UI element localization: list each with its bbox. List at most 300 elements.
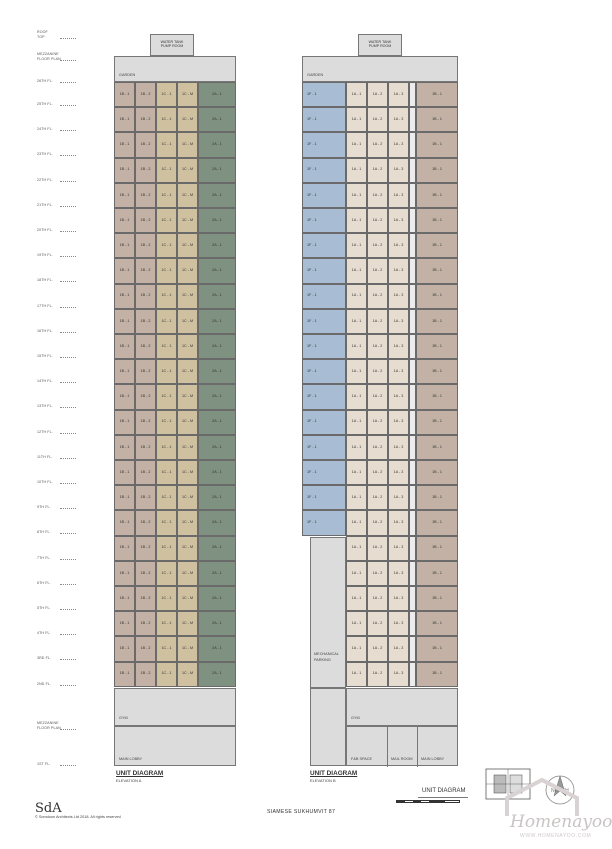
- floor-leader-line: [60, 256, 76, 257]
- unit-cell-b: 1A - 3: [388, 284, 409, 309]
- unit-cell-b: 1B - 1: [416, 334, 458, 359]
- unit-cell-a: 1C - 1: [156, 460, 177, 485]
- unit-cell-a: 1B - 2: [135, 410, 156, 435]
- unit-cell-a: 1C - 1: [156, 536, 177, 561]
- floor-label-8: 8TH FL.: [37, 530, 51, 535]
- unit-cell-a: 1C - 1: [156, 384, 177, 409]
- unit-cell-a: 1B - 1: [114, 208, 135, 233]
- unit-cell-a: 1B - 2: [135, 586, 156, 611]
- floor-label-12: 12TH FL.: [37, 429, 53, 434]
- unit-cell-a: 1C - 1: [156, 107, 177, 132]
- unit-cell-a: 1C - 1: [156, 284, 177, 309]
- unit-cell-a: 2A - 1: [198, 410, 236, 435]
- floor-leader-line: [60, 508, 76, 509]
- unit-cell-b: 1A - 2: [367, 359, 388, 384]
- unit-cell-b: 1A - 2: [367, 662, 388, 687]
- unit-cell-b: 1A - 2: [367, 384, 388, 409]
- unit-cell-b: 1F - 1: [302, 183, 346, 208]
- unit-cell-a: 1B - 1: [114, 258, 135, 283]
- floor-label-3: 3RD FL.: [37, 656, 52, 661]
- water-tank-pump-room-b: [358, 34, 402, 56]
- unit-cell-b: 1B - 1: [416, 82, 458, 107]
- floor-label-21: 21TH FL.: [37, 202, 53, 207]
- unit-cell-b: 1A - 3: [388, 435, 409, 460]
- floor-label-20: 20TH FL.: [37, 228, 53, 232]
- divider: [387, 727, 388, 767]
- garden-band-b: [302, 56, 458, 82]
- unit-cell-b: 1B - 1: [416, 309, 458, 334]
- unit-cell-b: 1F - 1: [302, 309, 346, 334]
- unit-cell-a: 1C - M: [177, 636, 198, 661]
- north-label: NORTH: [551, 788, 569, 794]
- unit-cell-a: 2A - 1: [198, 158, 236, 183]
- service-shaft: [409, 233, 416, 258]
- unit-cell-a: 2A - 1: [198, 359, 236, 384]
- unit-cell-b: 1A - 2: [367, 611, 388, 636]
- unit-cell-b: 1A - 1: [346, 636, 367, 661]
- unit-cell-b: 1A - 3: [388, 132, 409, 157]
- unit-cell-a: 1C - M: [177, 208, 198, 233]
- unit-cell-b: 1A - 1: [346, 410, 367, 435]
- garden-label-b: GARDEN: [307, 73, 324, 77]
- unit-cell-a: 1B - 2: [135, 359, 156, 384]
- unit-cell-b: 1F - 1: [302, 359, 346, 384]
- unit-cell-a: 1B - 1: [114, 82, 135, 107]
- floor-leader-line: [60, 382, 76, 383]
- unit-cell-b: 1A - 2: [367, 435, 388, 460]
- service-shaft: [409, 359, 416, 384]
- mechanical-parking-block: [310, 537, 346, 688]
- floor-label-2: 2ND FL.: [37, 681, 52, 686]
- unit-cell-b: 1B - 1: [416, 611, 458, 636]
- watermark-text: Homenayoo: [510, 812, 612, 832]
- unit-cell-b: 1B - 1: [416, 233, 458, 258]
- unit-cell-b: 1B - 1: [416, 258, 458, 283]
- unit-cell-a: 1B - 1: [114, 309, 135, 334]
- unit-cell-a: 1B - 1: [114, 435, 135, 460]
- unit-cell-b: 1A - 1: [346, 107, 367, 132]
- unit-cell-b: 1A - 3: [388, 82, 409, 107]
- unit-cell-a: 1C - M: [177, 536, 198, 561]
- unit-cell-a: 2A - 1: [198, 132, 236, 157]
- unit-cell-b: 1B - 1: [416, 460, 458, 485]
- parking-label-line-2: PARKING: [314, 658, 331, 662]
- unit-cell-b: 1A - 2: [367, 183, 388, 208]
- unit-cell-a: 1B - 1: [114, 586, 135, 611]
- service-shaft: [409, 158, 416, 183]
- project-title: SIAMESE SUKHUMVIT 87: [267, 809, 336, 815]
- unit-cell-a: 1C - 1: [156, 611, 177, 636]
- fb-space-label: F&B SPACE: [351, 757, 373, 761]
- unit-cell-a: 2A - 1: [198, 233, 236, 258]
- floor-leader-line: [60, 634, 76, 635]
- unit-cell-a: 1B - 1: [114, 183, 135, 208]
- floor-label-14: 14TH FL.: [37, 379, 53, 384]
- unit-cell-a: 1B - 2: [135, 510, 156, 535]
- unit-cell-a: 1B - 1: [114, 662, 135, 687]
- floor-leader-line: [60, 82, 76, 83]
- floor-leader-line: [60, 659, 76, 660]
- unit-cell-a: 1B - 1: [114, 510, 135, 535]
- unit-cell-a: 1B - 2: [135, 536, 156, 561]
- unit-cell-b: 1A - 3: [388, 561, 409, 586]
- unit-cell-a: 1C - M: [177, 309, 198, 334]
- floor-leader-line: [60, 60, 76, 61]
- unit-cell-a: 2A - 1: [198, 485, 236, 510]
- unit-cell-b: 1A - 1: [346, 510, 367, 535]
- unit-cell-b: 1A - 3: [388, 334, 409, 359]
- unit-cell-b: 1A - 3: [388, 183, 409, 208]
- mail-room-label: MAIL ROOM: [391, 757, 413, 761]
- floor-leader-line: [60, 685, 76, 686]
- service-shaft: [409, 183, 416, 208]
- unit-cell-a: 1C - 1: [156, 183, 177, 208]
- gym-label-b: GYM: [351, 716, 360, 720]
- unit-cell-a: 1B - 2: [135, 334, 156, 359]
- service-shaft: [409, 208, 416, 233]
- floor-label-16: 16TH FL.: [37, 328, 53, 333]
- floor-label-23: 23TH FL.: [37, 152, 53, 157]
- unit-cell-a: 1B - 1: [114, 460, 135, 485]
- service-shaft: [409, 435, 416, 460]
- service-shaft: [409, 334, 416, 359]
- tank-label-line-2: PUMP ROOM: [160, 44, 184, 49]
- unit-cell-a: 1C - 1: [156, 334, 177, 359]
- unit-cell-b: 1A - 3: [388, 510, 409, 535]
- watermark-url: WWW.HOMENAYOO.COM: [520, 833, 592, 839]
- ground-floor-band-b: [346, 726, 458, 766]
- unit-cell-a: 1B - 2: [135, 158, 156, 183]
- service-shaft: [409, 309, 416, 334]
- unit-cell-a: 1C - M: [177, 82, 198, 107]
- floor-leader-line: [60, 407, 76, 408]
- unit-cell-b: 1A - 3: [388, 586, 409, 611]
- scale-bar: [396, 800, 460, 803]
- unit-cell-a: 2A - 1: [198, 334, 236, 359]
- unit-cell-a: 1C - 1: [156, 82, 177, 107]
- unit-cell-b: 1A - 2: [367, 309, 388, 334]
- unit-cell-b: 1F - 1: [302, 258, 346, 283]
- service-shaft: [409, 662, 416, 687]
- unit-cell-b: 1A - 1: [346, 309, 367, 334]
- unit-cell-a: 1B - 1: [114, 561, 135, 586]
- unit-cell-b: 1B - 1: [416, 485, 458, 510]
- unit-cell-b: 1A - 2: [367, 636, 388, 661]
- key-plan-title: UNIT DIAGRAM: [422, 788, 466, 794]
- unit-cell-a: 1B - 2: [135, 435, 156, 460]
- unit-cell-b: 1F - 1: [302, 158, 346, 183]
- unit-cell-b: 1A - 1: [346, 82, 367, 107]
- service-shaft: [409, 485, 416, 510]
- unit-cell-a: 1C - 1: [156, 636, 177, 661]
- unit-cell-a: 1C - 1: [156, 208, 177, 233]
- gym-band-b: [346, 688, 458, 726]
- unit-cell-a: 1C - 1: [156, 586, 177, 611]
- unit-cell-b: 1A - 3: [388, 611, 409, 636]
- unit-cell-a: 1B - 1: [114, 536, 135, 561]
- unit-cell-a: 1C - 1: [156, 158, 177, 183]
- floor-label-22: 22TH FL.: [37, 177, 53, 182]
- unit-cell-a: 1C - M: [177, 611, 198, 636]
- floor-leader-line: [60, 533, 76, 534]
- unit-cell-a: 1B - 2: [135, 233, 156, 258]
- unit-cell-a: 1C - M: [177, 359, 198, 384]
- unit-cell-b: 1B - 1: [416, 158, 458, 183]
- unit-cell-a: 1B - 1: [114, 233, 135, 258]
- lobby-band-a: [114, 726, 236, 766]
- unit-cell-b: 1B - 1: [416, 359, 458, 384]
- unit-cell-b: 1A - 1: [346, 334, 367, 359]
- unit-cell-a: 1C - 1: [156, 510, 177, 535]
- unit-cell-a: 1C - M: [177, 586, 198, 611]
- unit-cell-a: 1C - 1: [156, 233, 177, 258]
- unit-cell-a: 2A - 1: [198, 636, 236, 661]
- floor-label-9: 9TH FL.: [37, 505, 51, 510]
- unit-cell-b: 1A - 1: [346, 208, 367, 233]
- service-shaft: [409, 611, 416, 636]
- unit-cell-a: 1B - 2: [135, 384, 156, 409]
- unit-cell-a: 2A - 1: [198, 586, 236, 611]
- unit-cell-b: 1F - 1: [302, 435, 346, 460]
- unit-cell-b: 1F - 1: [302, 233, 346, 258]
- service-shaft: [409, 284, 416, 309]
- unit-cell-b: 1A - 3: [388, 208, 409, 233]
- unit-cell-b: 1B - 1: [416, 284, 458, 309]
- floor-leader-line: [60, 281, 76, 282]
- floor-label-26: 26TH FL.: [37, 79, 53, 83]
- unit-cell-b: 1A - 1: [346, 132, 367, 157]
- unit-cell-a: 1B - 2: [135, 208, 156, 233]
- service-shaft: [409, 132, 416, 157]
- service-shaft: [409, 586, 416, 611]
- unit-cell-b: 1F - 1: [302, 208, 346, 233]
- unit-cell-a: 1B - 2: [135, 107, 156, 132]
- gym-label-a: GYM: [119, 716, 128, 720]
- floor-label-mezz-bottom: MEZZANINE: [37, 721, 59, 725]
- floor-leader-line: [60, 584, 76, 585]
- floor-label-mezz-top: MEZZANINE: [37, 52, 59, 56]
- unit-cell-a: 2A - 1: [198, 460, 236, 485]
- main-lobby-label-a: MAIN LOBBY: [119, 757, 143, 761]
- unit-cell-b: 1A - 1: [346, 460, 367, 485]
- unit-cell-a: 2A - 1: [198, 384, 236, 409]
- unit-cell-a: 1B - 2: [135, 309, 156, 334]
- unit-cell-a: 2A - 1: [198, 107, 236, 132]
- unit-cell-b: 1A - 2: [367, 158, 388, 183]
- floor-label-19: 19TH FL.: [37, 253, 53, 258]
- unit-cell-b: 1B - 1: [416, 586, 458, 611]
- unit-cell-a: 1C - 1: [156, 435, 177, 460]
- unit-cell-b: 1A - 1: [346, 586, 367, 611]
- floor-label-24: 24TH FL.: [37, 127, 53, 132]
- unit-cell-a: 2A - 1: [198, 611, 236, 636]
- unit-cell-a: 1B - 2: [135, 258, 156, 283]
- floor-label-1: 1ST FL.: [37, 762, 51, 766]
- unit-cell-b: 1F - 1: [302, 485, 346, 510]
- unit-cell-a: 1C - 1: [156, 132, 177, 157]
- service-shaft: [409, 510, 416, 535]
- unit-cell-a: 1C - M: [177, 107, 198, 132]
- unit-diagram-title-b: UNIT DIAGRAM: [310, 770, 358, 777]
- unit-cell-a: 1B - 2: [135, 611, 156, 636]
- unit-cell-a: 2A - 1: [198, 258, 236, 283]
- service-shaft: [409, 536, 416, 561]
- unit-cell-a: 2A - 1: [198, 435, 236, 460]
- unit-cell-a: 1B - 2: [135, 132, 156, 157]
- floor-label-roof: TOP: [37, 35, 45, 39]
- unit-cell-b: 1A - 2: [367, 132, 388, 157]
- unit-cell-b: 1B - 1: [416, 410, 458, 435]
- unit-cell-b: 1B - 1: [416, 662, 458, 687]
- unit-cell-a: 1B - 2: [135, 284, 156, 309]
- floor-label-10: 10TH FL.: [37, 480, 53, 484]
- service-shaft: [409, 82, 416, 107]
- unit-cell-b: 1A - 1: [346, 561, 367, 586]
- service-shaft: [409, 460, 416, 485]
- unit-cell-a: 1C - 1: [156, 485, 177, 510]
- unit-cell-b: 1A - 2: [367, 107, 388, 132]
- unit-cell-b: 1A - 2: [367, 284, 388, 309]
- tank-label-line-2: PUMP ROOM: [368, 44, 392, 49]
- divider: [417, 727, 418, 767]
- unit-cell-b: 1A - 3: [388, 258, 409, 283]
- floor-leader-line: [60, 765, 76, 766]
- unit-cell-a: 1B - 2: [135, 82, 156, 107]
- floor-leader-line: [60, 181, 76, 182]
- unit-cell-a: 1B - 1: [114, 359, 135, 384]
- unit-cell-b: 1B - 1: [416, 536, 458, 561]
- service-shaft: [409, 107, 416, 132]
- service-shaft: [409, 384, 416, 409]
- gym-band-a: [114, 688, 236, 726]
- floor-leader-line: [60, 130, 76, 131]
- unit-cell-b: 1A - 2: [367, 561, 388, 586]
- floor-label-6: 6TH FL.: [37, 580, 51, 585]
- unit-cell-a: 1B - 1: [114, 611, 135, 636]
- floor-label-15: 15TH FL.: [37, 354, 53, 358]
- unit-cell-a: 1C - M: [177, 510, 198, 535]
- parking-label-line-1: MECHANICAL: [314, 652, 339, 656]
- floor-leader-line: [60, 307, 76, 308]
- floor-leader-line: [60, 433, 76, 434]
- floor-leader-line: [60, 559, 76, 560]
- unit-cell-a: 1B - 1: [114, 107, 135, 132]
- unit-cell-b: 1B - 1: [416, 384, 458, 409]
- unit-cell-b: 1A - 1: [346, 536, 367, 561]
- unit-cell-a: 1B - 2: [135, 460, 156, 485]
- unit-cell-b: 1B - 1: [416, 132, 458, 157]
- unit-cell-b: 1A - 2: [367, 536, 388, 561]
- service-shaft: [409, 258, 416, 283]
- floor-label-5: 5TH FL.: [37, 606, 51, 610]
- unit-cell-b: 1A - 1: [346, 183, 367, 208]
- unit-cell-b: 1A - 2: [367, 208, 388, 233]
- unit-cell-b: 1B - 1: [416, 561, 458, 586]
- floor-leader-line: [60, 38, 76, 39]
- tank-label-line-1: WATER TANK: [160, 40, 184, 44]
- unit-cell-a: 1B - 1: [114, 384, 135, 409]
- unit-cell-b: 1A - 1: [346, 485, 367, 510]
- unit-cell-a: 1B - 1: [114, 410, 135, 435]
- floor-label-roof: ROOF: [37, 30, 48, 34]
- unit-cell-a: 1C - 1: [156, 309, 177, 334]
- floor-leader-line: [60, 609, 76, 610]
- unit-cell-b: 1A - 1: [346, 233, 367, 258]
- unit-cell-a: 1C - M: [177, 132, 198, 157]
- service-shaft: [409, 561, 416, 586]
- unit-cell-b: 1A - 3: [388, 536, 409, 561]
- service-shaft: [409, 410, 416, 435]
- floor-label-4: 4TH FL.: [37, 631, 51, 636]
- elevation-a-subtitle: ELEVATION A: [116, 778, 142, 783]
- unit-cell-a: 1B - 2: [135, 662, 156, 687]
- unit-cell-b: 1A - 3: [388, 158, 409, 183]
- unit-cell-a: 1B - 1: [114, 284, 135, 309]
- unit-cell-b: 1A - 1: [346, 662, 367, 687]
- floor-label-17: 17TH FL.: [37, 303, 53, 308]
- floor-label-11: 11TH FL.: [37, 454, 53, 459]
- unit-cell-a: 1C - 1: [156, 359, 177, 384]
- unit-cell-b: 1A - 3: [388, 485, 409, 510]
- garden-band-a: [114, 56, 236, 82]
- unit-cell-b: 1A - 3: [388, 107, 409, 132]
- floor-label-mezz-bottom: FLOOR PLAN: [37, 726, 61, 730]
- unit-cell-b: 1A - 1: [346, 611, 367, 636]
- floor-leader-line: [60, 206, 76, 207]
- floor-label-25: 25TH FL.: [37, 102, 53, 106]
- unit-cell-a: 2A - 1: [198, 662, 236, 687]
- unit-cell-b: 1B - 1: [416, 435, 458, 460]
- unit-cell-a: 1C - 1: [156, 410, 177, 435]
- unit-cell-a: 1C - 1: [156, 258, 177, 283]
- unit-cell-b: 1F - 1: [302, 510, 346, 535]
- unit-cell-b: 1B - 1: [416, 183, 458, 208]
- unit-cell-b: 1F - 1: [302, 460, 346, 485]
- key-title-underline: [418, 797, 468, 798]
- unit-cell-a: 1C - M: [177, 258, 198, 283]
- unit-diagram-title-a: UNIT DIAGRAM: [116, 770, 164, 777]
- unit-cell-b: 1A - 1: [346, 258, 367, 283]
- floor-leader-line: [60, 483, 76, 484]
- unit-cell-a: 1C - M: [177, 410, 198, 435]
- unit-cell-b: 1A - 1: [346, 435, 367, 460]
- unit-cell-a: 1C - M: [177, 460, 198, 485]
- unit-cell-a: 2A - 1: [198, 510, 236, 535]
- unit-cell-b: 1A - 2: [367, 510, 388, 535]
- unit-cell-a: 2A - 1: [198, 536, 236, 561]
- floor-label-13: 13TH FL.: [37, 404, 53, 409]
- elevation-b-subtitle: ELEVATION B: [310, 778, 336, 783]
- unit-cell-b: 1A - 1: [346, 384, 367, 409]
- floor-label-18: 18TH FL.: [37, 278, 53, 283]
- unit-cell-a: 1C - M: [177, 435, 198, 460]
- sda-logo: SdA: [35, 801, 62, 816]
- unit-cell-a: 1B - 1: [114, 485, 135, 510]
- unit-cell-a: 2A - 1: [198, 284, 236, 309]
- unit-cell-b: 1A - 1: [346, 284, 367, 309]
- unit-cell-b: 1B - 1: [416, 636, 458, 661]
- floor-leader-line: [60, 458, 76, 459]
- unit-cell-b: 1A - 3: [388, 662, 409, 687]
- unit-cell-a: 1C - M: [177, 485, 198, 510]
- unit-cell-b: 1A - 2: [367, 410, 388, 435]
- unit-cell-b: 1A - 2: [367, 82, 388, 107]
- unit-cell-b: 1B - 1: [416, 107, 458, 132]
- unit-cell-a: 1C - M: [177, 561, 198, 586]
- floor-label-mezz-top: FLOOR PLAN: [37, 57, 61, 61]
- unit-cell-b: 1F - 1: [302, 132, 346, 157]
- main-lobby-label-b: MAIN LOBBY: [421, 757, 445, 761]
